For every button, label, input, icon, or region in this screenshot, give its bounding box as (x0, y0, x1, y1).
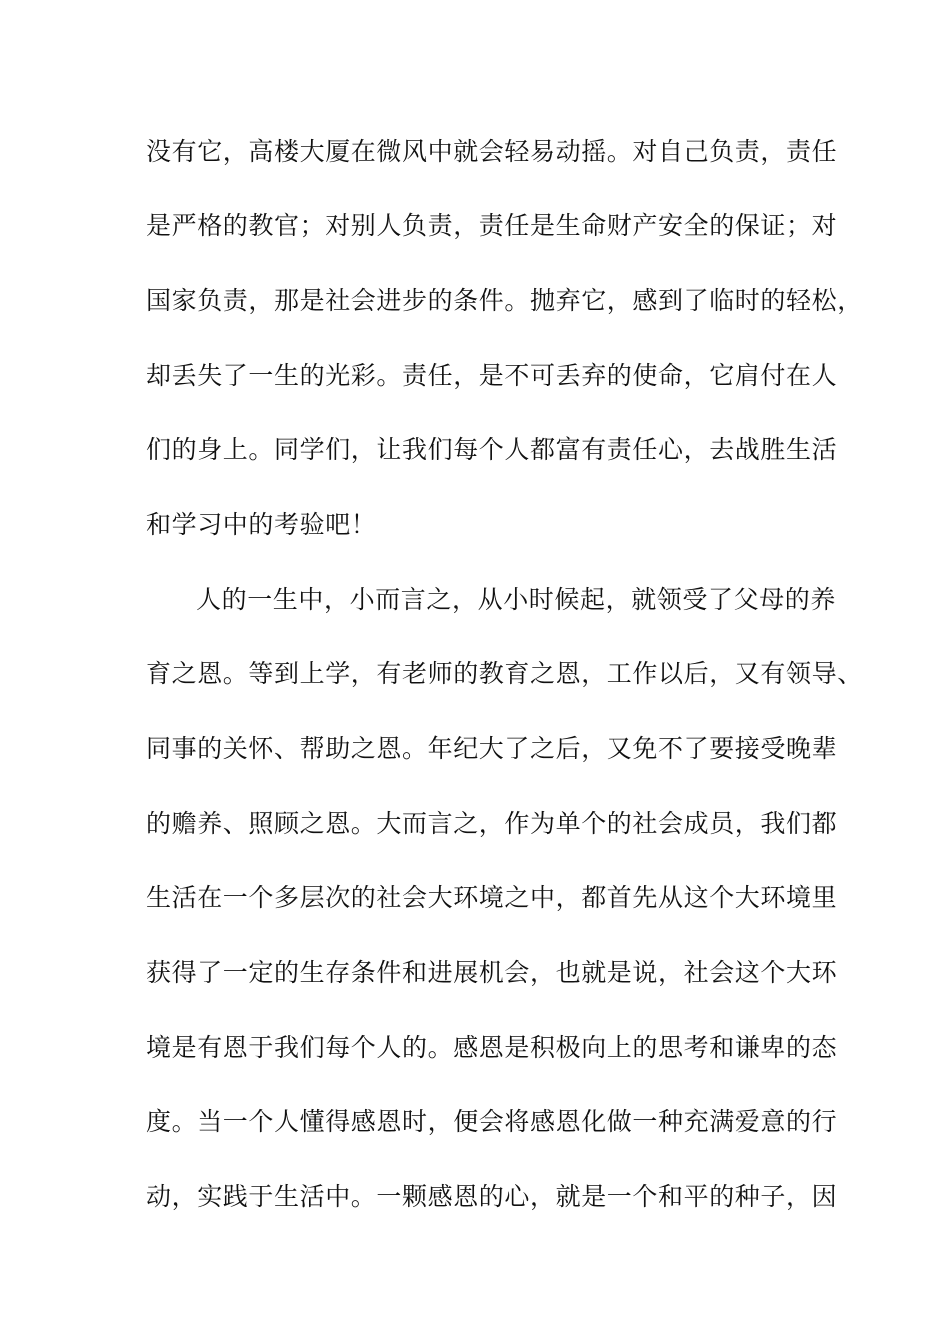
paragraph-line: 是严格的教官；对别人负责，责任是生命财产安全的保证；对 (146, 211, 838, 240)
paragraph-line: 没有它，高楼大厦在微风中就会轻易动摇。对自己负责，责任 (146, 137, 838, 166)
paragraph-line: 度。当一个人懂得感恩时，便会将感恩化做一种充满爱意的行 (146, 1107, 838, 1136)
paragraph-line: 动，实践于生活中。一颗感恩的心，就是一个和平的种子，因 (146, 1182, 838, 1211)
paragraph-line: 和学习中的考验吧！ (146, 510, 377, 539)
paragraph-line: 的赡养、照顾之恩。大而言之，作为单个的社会成员，我们都 (146, 809, 838, 838)
paragraph-line: 们的身上。同学们，让我们每个人都富有责任心，去战胜生活 (146, 435, 838, 464)
paragraph-line: 获得了一定的生存条件和进展机会，也就是说，社会这个大环 (146, 958, 838, 987)
paragraph-line: 人的一生中，小而言之，从小时候起，就领受了父母的养 (196, 585, 837, 614)
paragraph-line: 同事的关怀、帮助之恩。年纪大了之后，又免不了要接受晚辈 (146, 734, 838, 763)
paragraph-line: 国家负责，那是社会进步的条件。抛弃它，感到了临时的轻松， (146, 286, 863, 315)
paragraph-line: 境是有恩于我们每个人的。感恩是积极向上的思考和谦卑的态 (146, 1033, 838, 1062)
paragraph-line: 却丢失了一生的光彩。责任，是不可丢弃的使命，它肩付在人 (146, 361, 838, 390)
paragraph-line: 生活在一个多层次的社会大环境之中，都首先从这个大环境里 (146, 883, 838, 912)
paragraph-line: 育之恩。等到上学，有老师的教育之恩，工作以后，又有领导、 (146, 659, 863, 688)
